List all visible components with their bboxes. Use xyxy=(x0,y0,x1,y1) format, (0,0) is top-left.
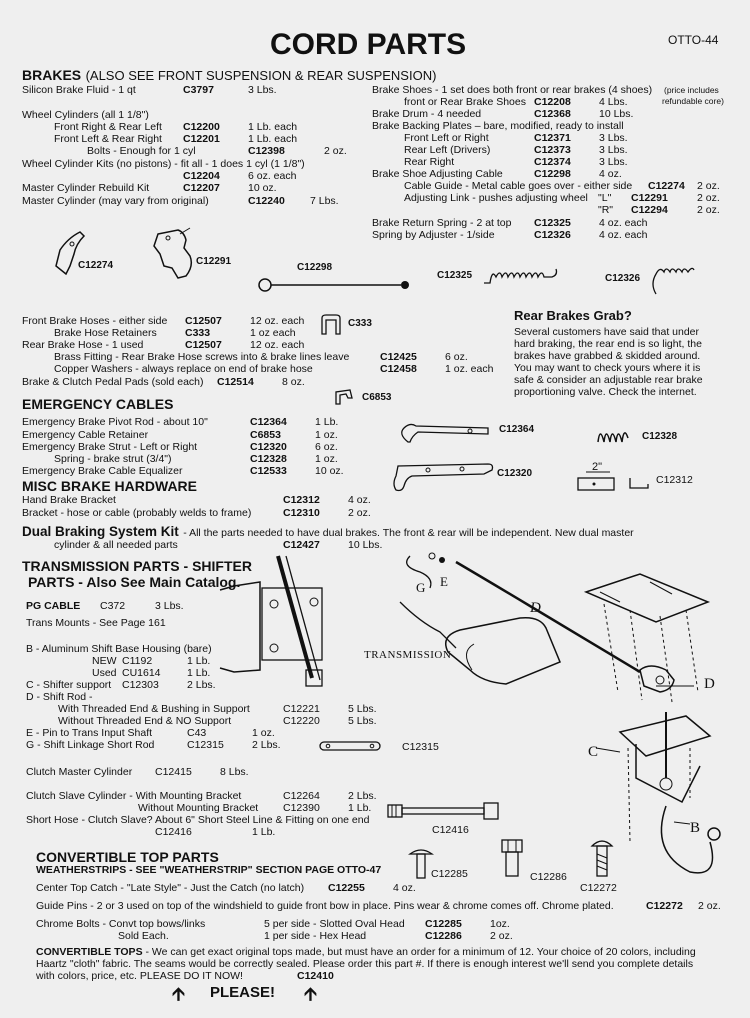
hand-brake-part: C12312 xyxy=(283,494,320,506)
bolt1-desc: 5 per side - Slotted Oval Head xyxy=(264,918,405,930)
d2-part: C12220 xyxy=(283,715,320,727)
hex-head-bolt-illustration xyxy=(500,838,524,878)
brakes-heading: BRAKES (ALSO SEE FRONT SUSPENSION & REAR SUSPENSION) xyxy=(22,67,437,83)
rear-hose-weight: 12 oz. each xyxy=(250,339,305,351)
trans-mounts: Trans Mounts - See Page 161 xyxy=(26,617,166,629)
transmission-heading-2: PARTS - Also See Main Catalog. xyxy=(28,574,241,590)
clutch-slave2-desc: Without Mounting Bracket xyxy=(138,802,259,814)
master-rebuild-part: C12207 xyxy=(183,182,220,194)
chrome-bolts-desc2: Sold Each. xyxy=(118,930,169,942)
return-spring-desc: Brake Return Spring - 2 at top xyxy=(372,217,512,229)
brake-shoes-note2: refundable core) xyxy=(662,96,724,106)
d-title: D - Shift Rod - xyxy=(26,691,93,703)
pivot-rod-desc: Emergency Brake Pivot Rod - about 10" xyxy=(22,416,208,428)
top-catch-desc: Center Top Catch - "Late Style" - Just the Catch (no latch) xyxy=(36,882,305,894)
wheel-cyl-kits-desc: Wheel Cylinder Kits (no pistons) - fit all - 1 does 1 cyl (1 1/8") xyxy=(22,158,305,170)
diagram-label-d2: D xyxy=(704,676,715,692)
dual-braking-part: C12427 xyxy=(283,539,320,551)
guide-pins-desc: Guide Pins - 2 or 3 used on top of the windshield to guide front bow in place. Pins wear & chrome comes off. Chrome plated. xyxy=(36,900,614,912)
c6853-illustration xyxy=(334,388,354,406)
bolts-desc: Bolts - Enough for 1 cyl xyxy=(87,145,196,157)
short-hose-desc: Short Hose - Clutch Slave? About 6" Short Steel Line & Fitting on one end xyxy=(26,814,370,826)
wheel-cyl-fl-part: C12201 xyxy=(183,133,220,145)
cable-retainer-weight: 1 oz. xyxy=(315,429,338,441)
convertible-heading: CONVERTIBLE TOP PARTS xyxy=(36,849,219,865)
hose-retainer-weight: 1 oz each xyxy=(250,327,296,339)
fig-c12298: C12298 xyxy=(297,262,333,273)
cable-retainer-desc: Emergency Cable Retainer xyxy=(22,429,149,441)
backing-fl-desc: Front Left or Right xyxy=(404,132,489,144)
backing-rl-part: C12373 xyxy=(534,144,571,156)
d1-desc: With Threaded End & Bushing in Support xyxy=(58,703,250,715)
b-new-part: C1192 xyxy=(122,655,153,667)
guide-pins-weight: 2 oz. xyxy=(698,900,721,912)
dual-braking-line: Dual Braking System Kit - All the parts needed to have dual brakes. The front & rear will be independent. New dual master xyxy=(22,524,634,539)
return-spring-illustration xyxy=(482,265,562,289)
wheel-cyl-fr-part: C12200 xyxy=(183,121,220,133)
up-arrow-icon: 🡩 xyxy=(304,984,317,1004)
pedal-pads-desc: Brake & Clutch Pedal Pads (sold each) xyxy=(22,376,204,388)
wheel-cyl-kits-weight: 6 oz. each xyxy=(248,170,297,182)
emergency-heading: EMERGENCY CABLES xyxy=(22,396,174,412)
brake-shoes-note1: (price includes xyxy=(664,85,719,95)
master-cyl-part: C12240 xyxy=(248,195,285,207)
fig-c12272: C12272 xyxy=(580,882,617,894)
wheel-cyl-kits-part: C12204 xyxy=(183,170,220,182)
diagram-label-transmission: TRANSMISSION xyxy=(364,649,452,661)
b-new-desc: NEW xyxy=(92,655,117,667)
pg-cable-part: C372 xyxy=(100,600,126,612)
brass-fitting-weight: 6 oz. xyxy=(445,351,468,363)
strut-spring-desc: Spring - brake strut (3/4") xyxy=(54,453,172,465)
bolt1-part: C12285 xyxy=(425,918,462,930)
clutch-slave1-weight: 2 Lbs. xyxy=(348,790,377,802)
clutch-master-desc: Clutch Master Cylinder xyxy=(26,766,133,778)
clutch-slave1-part: C12264 xyxy=(283,790,320,802)
pivot-rod-weight: 1 Lb. xyxy=(315,416,339,428)
master-cyl-desc: Master Cylinder (may vary from original) xyxy=(22,195,209,207)
convertible-tops-line-1: CONVERTIBLE TOPS - We can get exact original tops made, but must have an order for a minimum of 12. Your choice of 20 colors, including xyxy=(36,946,696,958)
d2-weight: 5 Lbs. xyxy=(348,715,377,727)
copper-washers-weight: 1 oz. each xyxy=(445,363,494,375)
short-hose-weight: 1 Lb. xyxy=(252,826,276,838)
wheel-cyl-fr-weight: 1 Lb. each xyxy=(248,121,298,133)
hose-retainer-desc: Brake Hose Retainers xyxy=(54,327,157,339)
up-arrow-icon: 🡩 xyxy=(172,984,185,1004)
hand-brake-bracket-illustration xyxy=(572,470,656,496)
master-rebuild-weight: 10 oz. xyxy=(248,182,277,194)
fig-c12274: C12274 xyxy=(78,260,114,271)
backing-rr-desc: Rear Right xyxy=(404,156,455,168)
brake-strut-part: C12320 xyxy=(250,441,287,453)
e-weight: 1 oz. xyxy=(252,727,275,739)
g-weight: 2 Lbs. xyxy=(252,739,281,751)
rear-brakes-line-4: You may want to check yours where it is xyxy=(514,362,701,374)
hand-brake-desc: Hand Brake Bracket xyxy=(22,494,116,506)
d1-weight: 5 Lbs. xyxy=(348,703,377,715)
wheel-cylinders-title: Wheel Cylinders (all 1 1/8") xyxy=(22,109,149,121)
fig-c12416: C12416 xyxy=(432,824,469,836)
rear-hose-part: C12507 xyxy=(185,339,222,351)
please-text: PLEASE! xyxy=(210,984,276,1001)
cable-guide-desc: Cable Guide - Metal cable goes over - either side xyxy=(404,180,633,192)
diagram-label-c: C xyxy=(588,744,599,760)
b-new-weight: 1 Lb. xyxy=(187,655,211,667)
bracket-dimension: 2" xyxy=(592,461,603,473)
page-title: CORD PARTS xyxy=(270,28,467,61)
bolt2-desc: 1 per side - Hex Head xyxy=(264,930,367,942)
adj-cable-weight: 4 oz. xyxy=(599,168,622,180)
c-weight: 2 Lbs. xyxy=(187,679,216,691)
front-hose-part: C12507 xyxy=(185,315,222,327)
adj-link-r: "R" xyxy=(598,204,614,216)
clutch-slave1-desc: Clutch Slave Cylinder - With Mounting Bracket xyxy=(26,790,242,802)
clutch-slave2-weight: 1 Lb. xyxy=(348,802,372,814)
cable-guide-weight: 2 oz. xyxy=(697,180,720,192)
brake-fluid-weight: 3 Lbs. xyxy=(248,84,277,96)
fig-c12312: C12312 xyxy=(656,474,693,486)
equalizer-part: C12533 xyxy=(250,465,287,477)
rear-brakes-line-5: safe & consider an adjustable rear brake xyxy=(514,374,703,386)
c-part: C12303 xyxy=(122,679,159,691)
page-number: OTTO-44 xyxy=(668,33,719,47)
cable-retainer-part: C6853 xyxy=(250,429,281,441)
backing-plates-desc: Brake Backing Plates – bare, modified, ready to install xyxy=(372,120,624,132)
bolts-weight: 2 oz. xyxy=(324,145,347,157)
c333-illustration xyxy=(320,314,342,336)
rear-hose-desc: Rear Brake Hose - 1 used xyxy=(22,339,144,351)
pg-cable-weight: 3 Lbs. xyxy=(155,600,184,612)
brake-strut-weight: 6 oz. xyxy=(315,441,338,453)
top-catch-part: C12255 xyxy=(328,882,365,894)
rear-brakes-line-1: Several customers have said that under xyxy=(514,326,700,338)
adj-link-r-part: C12294 xyxy=(631,204,668,216)
chrome-bolts-desc: Chrome Bolts - Convt top bows/links xyxy=(36,918,206,930)
fig-c12315: C12315 xyxy=(402,741,439,753)
backing-rr-part: C12374 xyxy=(534,156,571,168)
b-used-part: CU1614 xyxy=(122,667,161,679)
guide-pins-part: C12272 xyxy=(646,900,683,912)
adj-link-l-part: C12291 xyxy=(631,192,668,204)
c-desc: C - Shifter support xyxy=(26,679,112,691)
bolt2-part: C12286 xyxy=(425,930,462,942)
d2-desc: Without Threaded End & NO Support xyxy=(58,715,232,727)
brake-fluid-part: C3797 xyxy=(183,84,214,96)
strut-spring-part: C12328 xyxy=(250,453,287,465)
backing-rl-desc: Rear Left (Drivers) xyxy=(404,144,491,156)
adj-link-desc: Adjusting Link - pushes adjusting wheel xyxy=(404,192,588,204)
clutch-slave2-part: C12390 xyxy=(283,802,320,814)
fig-c12364: C12364 xyxy=(499,424,535,435)
wheel-cyl-fl-weight: 1 Lb. each xyxy=(248,133,298,145)
convertible-tops-line-2: Haartz "cloth" fabric. The seams would be correctly sealed. Please order this part #. If there is enough interest we'll send you complete details xyxy=(36,958,694,970)
return-spring-weight: 4 oz. each xyxy=(599,217,648,229)
brake-shoes-sub-desc: front or Rear Brake Shoes xyxy=(404,96,526,108)
master-rebuild-desc: Master Cylinder Rebuild Kit xyxy=(22,182,150,194)
e-desc: E - Pin to Trans Input Shaft xyxy=(26,727,153,739)
brass-fitting-desc: Brass Fitting - Rear Brake Hose screws into & brake lines leave xyxy=(54,351,350,363)
fig-c12286: C12286 xyxy=(530,871,567,883)
cable-guide-illustration xyxy=(50,228,90,280)
transmission-heading-1: TRANSMISSION PARTS - SHIFTER xyxy=(22,558,252,574)
fig-c12285: C12285 xyxy=(431,868,468,880)
pedal-pads-part: C12514 xyxy=(217,376,254,388)
pivot-rod-part: C12364 xyxy=(250,416,287,428)
backing-fl-weight: 3 Lbs. xyxy=(599,132,628,144)
bracket-hose-desc: Bracket - hose or cable (probably welds to frame) xyxy=(22,507,252,519)
diagram-label-g: G xyxy=(416,580,426,595)
misc-heading: MISC BRAKE HARDWARE xyxy=(22,478,197,494)
hose-retainer-part: C333 xyxy=(185,327,211,339)
d1-part: C12221 xyxy=(283,703,320,715)
brake-strut-illustration xyxy=(392,454,496,494)
b-used-weight: 1 Lb. xyxy=(187,667,211,679)
adjusting-cable-illustration xyxy=(255,276,415,296)
backing-rl-weight: 3 Lbs. xyxy=(599,144,628,156)
bracket-hose-weight: 2 oz. xyxy=(348,507,371,519)
fig-c12328: C12328 xyxy=(642,431,678,442)
e-part: C43 xyxy=(187,727,207,739)
rear-brakes-line-6: proportioning valve. Check the internet. xyxy=(514,386,697,398)
adjuster-spring-part: C12326 xyxy=(534,229,571,241)
fig-c12326: C12326 xyxy=(605,273,641,284)
wheel-cyl-fl-desc: Front Left & Rear Right xyxy=(54,133,162,145)
brake-drum-desc: Brake Drum - 4 needed xyxy=(372,108,482,120)
cable-guide-part: C12274 xyxy=(648,180,685,192)
hand-brake-weight: 4 oz. xyxy=(348,494,371,506)
pedal-pads-weight: 8 oz. xyxy=(282,376,305,388)
clutch-master-part: C12415 xyxy=(155,766,192,778)
brake-drum-weight: 10 Lbs. xyxy=(599,108,634,120)
brake-fluid-desc: Silicon Brake Fluid - 1 qt xyxy=(22,84,136,96)
master-cyl-weight: 7 Lbs. xyxy=(310,195,339,207)
backing-fl-part: C12371 xyxy=(534,132,571,144)
wheel-cyl-fr-desc: Front Right & Rear Left xyxy=(54,121,162,133)
short-hose-part: C12416 xyxy=(155,826,192,838)
g-part: C12315 xyxy=(187,739,224,751)
copper-washers-part: C12458 xyxy=(380,363,417,375)
adjuster-spring-illustration xyxy=(648,264,704,298)
fig-c12325: C12325 xyxy=(437,270,473,281)
convertible-tops-line-3: with colors, price, etc. PLEASE DO IT NOW! xyxy=(36,970,243,982)
front-hose-desc: Front Brake Hoses - either side xyxy=(22,315,168,327)
diagram-label-d1: D xyxy=(530,600,541,616)
rear-brakes-line-3: brakes have grabbed & skidded around. xyxy=(514,350,701,362)
adjuster-spring-desc: Spring by Adjuster - 1/side xyxy=(372,229,495,241)
bolt2-weight: 2 oz. xyxy=(490,930,513,942)
b-used-desc: Used xyxy=(92,667,117,679)
pg-cable-desc: PG CABLE xyxy=(26,600,81,612)
equalizer-desc: Emergency Brake Cable Equalizer xyxy=(22,465,183,477)
g-desc: G - Shift Linkage Short Rod xyxy=(26,739,155,751)
convertible-tops-part: C12410 xyxy=(297,970,334,982)
rear-brakes-title: Rear Brakes Grab? xyxy=(514,308,632,323)
brass-fitting-part: C12425 xyxy=(380,351,417,363)
shifter-linkage-diagram xyxy=(220,552,730,892)
adj-link-l-weight: 2 oz. xyxy=(697,192,720,204)
clutch-master-weight: 8 Lbs. xyxy=(220,766,249,778)
top-catch-weight: 4 oz. xyxy=(393,882,416,894)
brake-shoes-part: C12208 xyxy=(534,96,571,108)
adj-link-l: "L" xyxy=(598,192,612,204)
equalizer-weight: 10 oz. xyxy=(315,465,344,477)
diagram-label-e: E xyxy=(440,574,448,589)
adjuster-spring-weight: 4 oz. each xyxy=(599,229,648,241)
adj-link-r-weight: 2 oz. xyxy=(697,204,720,216)
weatherstrips-note: WEATHERSTRIPS - SEE "WEATHERSTRIP" SECTION PAGE OTTO-47 xyxy=(36,864,382,876)
brake-shoes-weight: 4 Lbs. xyxy=(599,96,628,108)
dual-braking-weight: 10 Lbs. xyxy=(348,539,383,551)
diagram-label-b: B xyxy=(690,820,701,836)
copper-washers-desc: Copper Washers - always replace on end of brake hose xyxy=(54,363,313,375)
bracket-hose-part: C12310 xyxy=(283,507,320,519)
fig-c6853: C6853 xyxy=(362,392,392,403)
strut-spring-weight: 1 oz. xyxy=(315,453,338,465)
brake-drum-part: C12368 xyxy=(534,108,571,120)
brake-shoes-desc: Brake Shoes - 1 set does both front or rear brakes (4 shoes) xyxy=(372,84,653,96)
guide-pin-illustration xyxy=(588,836,616,880)
adjusting-link-illustration xyxy=(150,226,200,282)
backing-rr-weight: 3 Lbs. xyxy=(599,156,628,168)
bolts-part: C12398 xyxy=(248,145,285,157)
strut-spring-illustration xyxy=(596,424,630,446)
return-spring-part: C12325 xyxy=(534,217,571,229)
adj-cable-desc: Brake Shoe Adjusting Cable xyxy=(372,168,503,180)
dual-braking-desc2: cylinder & all needed parts xyxy=(54,539,178,551)
fig-c12291: C12291 xyxy=(196,256,232,267)
brake-strut-desc: Emergency Brake Strut - Left or Right xyxy=(22,441,198,453)
b-title: B - Aluminum Shift Base Housing (bare) xyxy=(26,643,212,655)
fig-c333: C333 xyxy=(348,318,372,329)
pivot-rod-illustration xyxy=(396,418,496,446)
rear-brakes-line-2: hard braking, the rear end is so light, the xyxy=(514,338,702,350)
front-hose-weight: 12 oz. each xyxy=(250,315,305,327)
bolt1-weight: 1oz. xyxy=(490,918,510,930)
adj-cable-part: C12298 xyxy=(534,168,571,180)
fig-c12320: C12320 xyxy=(497,468,533,479)
